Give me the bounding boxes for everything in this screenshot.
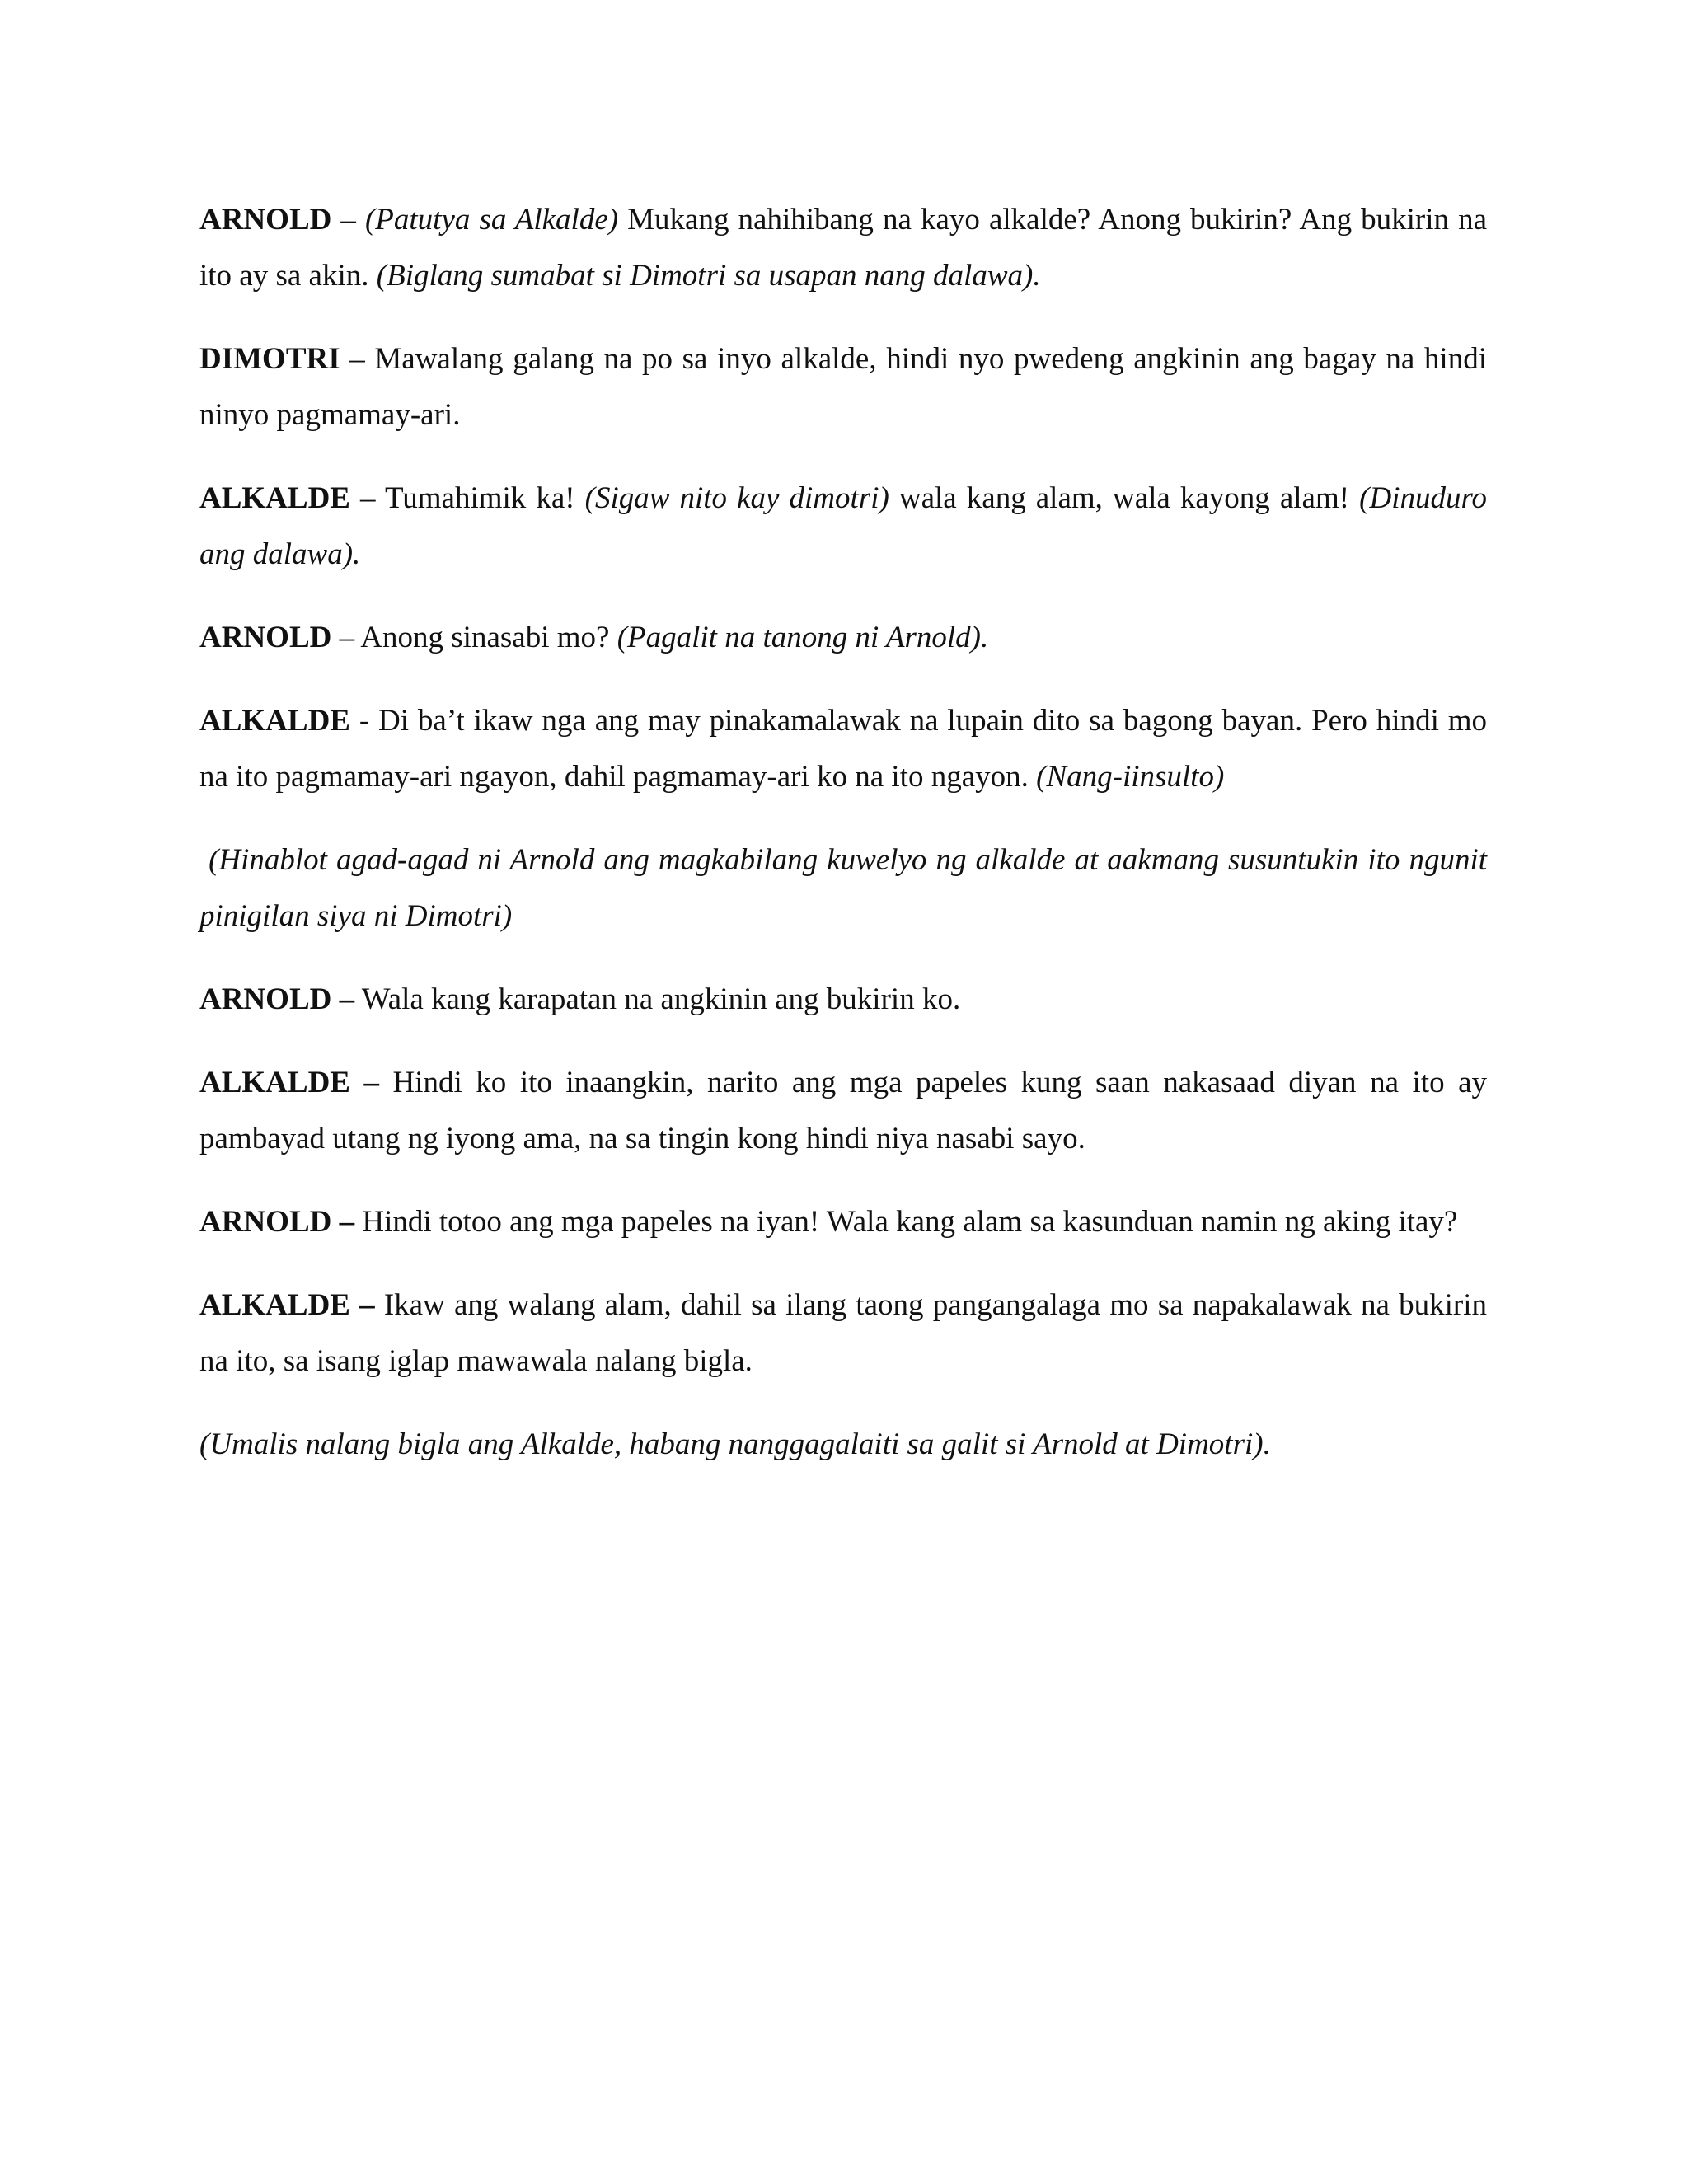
stage-direction-paragraph — [199, 832, 1495, 944]
dialogue-line — [199, 1194, 1487, 1250]
stage-direction: (Umalis nalang bigla ang Alkalde, habang nanggagalaiti sa galit si Arnold at Dimotri). — [199, 1427, 1271, 1461]
dialogue-line — [199, 192, 1487, 304]
dialogue-line — [199, 972, 1487, 1028]
speaker-name: ALKALDE – — [199, 1288, 375, 1322]
dialogue-line — [199, 331, 1487, 443]
separator — [375, 1288, 384, 1322]
stage-direction: (Hinablot agad-agad ni Arnold ang magkabilang kuwelyo ng alkalde at aakmang susuntukin ito ngunit pinigilan siya ni Dimotri) — [199, 843, 1495, 933]
dialogue-text: Mukang nahihibang na kayo alkalde? Anong bukirin? Ang bukirin na ito ay sa akin. — [199, 203, 1487, 293]
speaker-name: ARNOLD – — [199, 1205, 355, 1239]
stage-direction: (Sigaw nito kay dimotri) — [584, 481, 889, 515]
dialogue-line — [199, 1055, 1487, 1167]
separator — [354, 982, 362, 1016]
speaker-name: ALKALDE – — [199, 1066, 379, 1099]
speaker-name: ALKALDE - — [199, 704, 370, 738]
dialogue-text: Hindi ko ito inaangkin, narito ang mga papeles kung saan nakasaad diyan na ito ay pambayad utang ng iyong ama, na sa tingin kong hindi niya nasabi sayo. — [199, 1066, 1487, 1155]
dialogue-text: Tumahimik ka! — [384, 481, 585, 515]
dialogue-text: Anong sinasabi mo? — [360, 621, 617, 654]
stage-direction-paragraph — [199, 1417, 1487, 1473]
dialogue-text: Hindi totoo ang mga papeles na iyan! Wala kang alam sa kasunduan namin ng aking itay? — [362, 1205, 1458, 1239]
dialogue-text: Ikaw ang walang alam, dahil sa ilang taong pangangalaga mo sa napakalawak na bukirin na ito, sa isang iglap mawawala nalang bigla. — [199, 1288, 1488, 1378]
separator: – — [340, 342, 375, 376]
separator — [379, 1066, 393, 1099]
dialogue-line — [199, 471, 1487, 583]
dialogue-text: Mawalang galang na po sa inyo alkalde, hindi nyo pwedeng angkinin ang bagay na hindi ninyo pagmamay-ari. — [199, 342, 1487, 432]
stage-direction: (Dinuduro ang dalawa). — [199, 481, 1488, 571]
separator: – — [331, 203, 365, 237]
speaker-name: ARNOLD — [199, 621, 332, 654]
speaker-name: ARNOLD – — [199, 982, 355, 1016]
speaker-name: ALKALDE — [199, 481, 350, 515]
dialogue-text: Wala kang karapatan na angkinin ang bukirin ko. — [361, 982, 961, 1016]
script-body — [199, 192, 1495, 1500]
separator — [369, 704, 378, 738]
dialogue-text: wala kang alam, wala kayong alam! — [889, 481, 1360, 515]
separator — [354, 1205, 362, 1239]
speaker-name: ARNOLD — [199, 203, 332, 237]
dialogue-line — [199, 693, 1487, 805]
stage-direction: (Biglang sumabat si Dimotri sa usapan nang dalawa). — [376, 259, 1041, 293]
stage-direction: (Patutya sa Alkalde) — [364, 203, 619, 237]
stage-direction: (Nang-iinsulto) — [1036, 760, 1225, 794]
dialogue-text: Di ba’t ikaw nga ang may pinakamalawak na lupain dito sa bagong bayan. Pero hindi mo na ito pagmamay-ari ngayon, dahil pagmamay-ari ko na ito ngayon. — [199, 704, 1487, 794]
separator: – — [331, 621, 361, 654]
speaker-name: DIMOTRI — [199, 342, 340, 376]
separator: – — [349, 481, 385, 515]
dialogue-line — [199, 610, 1487, 666]
dialogue-line — [199, 1277, 1487, 1390]
stage-direction: (Pagalit na tanong ni Arnold). — [617, 621, 989, 654]
